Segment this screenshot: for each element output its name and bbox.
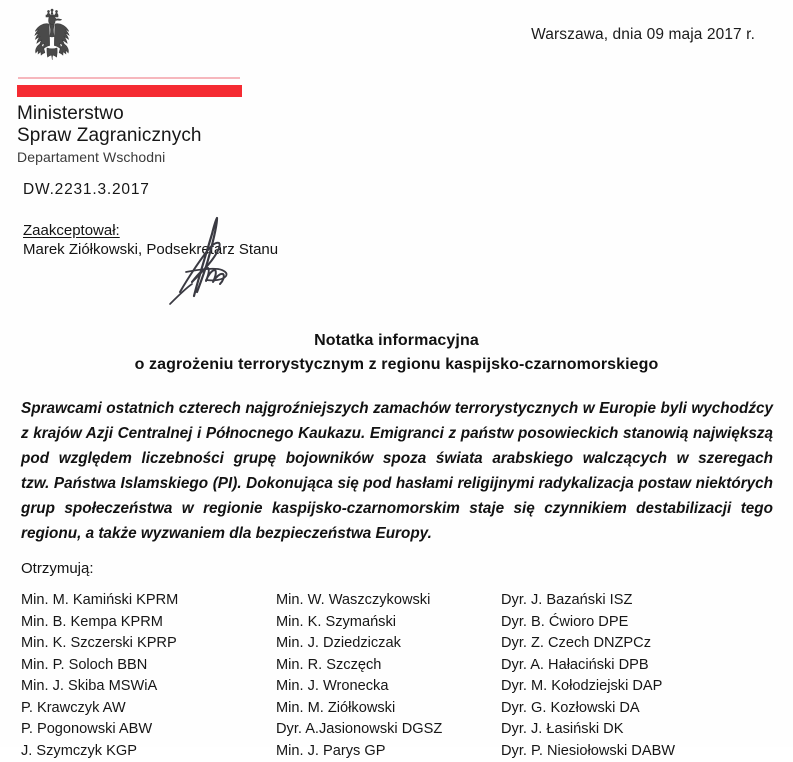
recipients-column-2 (276, 590, 501, 762)
list-item: Dyr. B. Ćwioro DPE (501, 612, 781, 634)
list-item: Min. R. Szczęch (276, 655, 501, 677)
recipients-columns (21, 590, 781, 762)
lead-line-2: z krajów Azji Centralnej i Północnego Kaukazu. Emigranci z państw posowieckich stanowią największą (21, 421, 773, 446)
approved-by-label: Zaakceptował: (23, 222, 120, 239)
lead-line-5: grup społeczeństwa w regionie kaspijsko-czarnomorskim staje się czynnikiem destabilizacji tego (21, 496, 773, 521)
ministry-name-line1: Ministerstwo (17, 103, 124, 124)
list-item: P. Pogonowski ABW (21, 719, 276, 741)
list-item: Dyr. A. Hałaciński DPB (501, 655, 781, 677)
list-item: Dyr. J. Łasiński DK (501, 719, 781, 741)
ministry-name (17, 103, 202, 147)
flag-bar-light (18, 77, 240, 79)
list-item: Min. J. Wronecka (276, 676, 501, 698)
list-item: Dyr. M. Kołodziejski DAP (501, 676, 781, 698)
list-item: Dyr. J. Bazański ISZ (501, 590, 781, 612)
list-item: Min. J. Dziedziczak (276, 633, 501, 655)
document-title (0, 329, 793, 377)
list-item: Min. P. Soloch BBN (21, 655, 276, 677)
list-item: Dyr. A.Jasionowski DGSZ (276, 719, 501, 741)
title-line-2: o zagrożeniu terrorystycznym z regionu kaspijsko-czarnomorskiego (0, 353, 793, 377)
list-item: Dyr. G. Kozłowski DA (501, 698, 781, 720)
list-item: Min. M. Ziółkowski (276, 698, 501, 720)
list-item: Min. M. Kamiński KPRM (21, 590, 276, 612)
list-item: Dyr. Z. Czech DNZPCz (501, 633, 781, 655)
list-item: Min. K. Szczerski KPRP (21, 633, 276, 655)
ministry-name-line2: Spraw Zagranicznych (17, 125, 202, 147)
reference-number: DW.2231.3.2017 (23, 181, 150, 199)
lead-line-3: pod względem liczebności grupę bojowników spoza świata arabskiego walczących w szeregach (21, 446, 773, 471)
list-item: Dyr. P. Niesiołowski DABW (501, 741, 781, 762)
lead-paragraph (21, 396, 773, 546)
list-item: P. Krawczyk AW (21, 698, 276, 720)
list-item: Min. K. Szymański (276, 612, 501, 634)
lead-line-1: Sprawcami ostatnich czterech najgroźniejszych zamachów terrorystycznych w Europie byli wychodźcy (21, 396, 773, 421)
recipients-column-1 (21, 590, 276, 762)
list-item: Min. J. Parys GP (276, 741, 501, 762)
title-line-1: Notatka informacyjna (0, 329, 793, 353)
polish-eagle-emblem-icon (16, 8, 88, 72)
list-item: Min. B. Kempa KPRM (21, 612, 276, 634)
list-item: Min. W. Waszczykowski (276, 590, 501, 612)
department-name: Departament Wschodni (17, 149, 165, 165)
document-date: Warszawa, dnia 09 maja 2017 r. (531, 26, 755, 44)
lead-line-6: regionu, a także wyzwaniem dla bezpieczeństwa Europy. (21, 521, 773, 546)
handwritten-signature (150, 212, 260, 307)
list-item: Min. J. Skiba MSWiA (21, 676, 276, 698)
list-item: J. Szymczyk KGP (21, 741, 276, 762)
recipients-column-3 (501, 590, 781, 762)
approved-by-name: Marek Ziółkowski, Podsekretarz Stanu (23, 241, 278, 258)
lead-line-4: tzw. Państwa Islamskiego (PI). Dokonująca się pod hasłami religijnymi radykalizacja postaw niektórych (21, 471, 773, 496)
recipients-label: Otrzymują: (21, 560, 94, 577)
flag-bar-red (17, 85, 242, 97)
